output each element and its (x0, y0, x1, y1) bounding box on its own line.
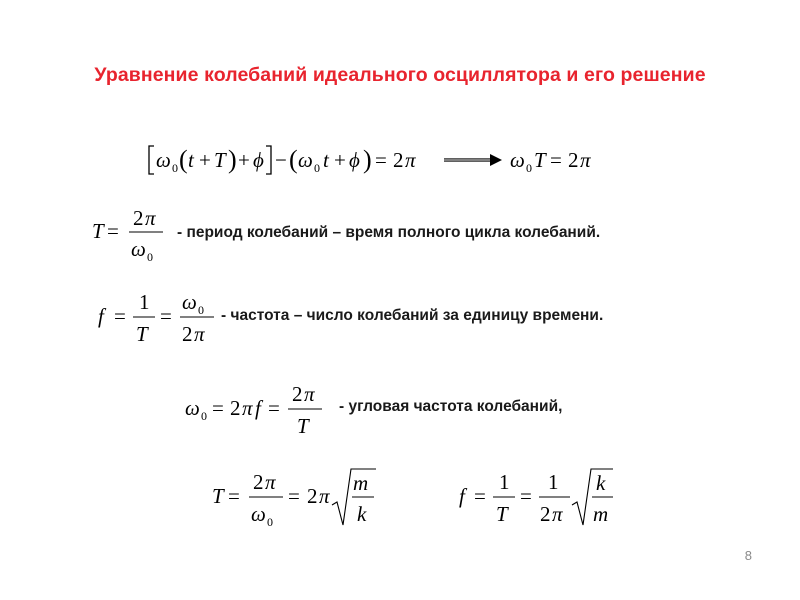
svg-text:π: π (552, 502, 563, 526)
svg-text:1: 1 (499, 470, 510, 494)
svg-text:): ) (228, 145, 237, 174)
svg-text:π: π (580, 148, 591, 172)
slide-title: Уравнение колебаний идеального осциллятора и его решение (94, 64, 706, 86)
svg-text:ϕ: ϕ (349, 148, 360, 172)
frequency-spring-formula (457, 463, 617, 533)
svg-text:ω: ω (185, 396, 200, 420)
svg-text:t: t (188, 148, 194, 172)
svg-text:π: π (242, 396, 253, 420)
svg-text:(: ( (179, 145, 188, 174)
svg-text:T: T (297, 414, 309, 438)
svg-text:π: π (145, 206, 156, 230)
svg-text:=: = (114, 304, 126, 328)
svg-text:m: m (593, 502, 609, 526)
angular-frequency-description: - угловая частота колебаний, (339, 398, 563, 415)
angular-frequency-formula (183, 377, 333, 441)
period-formula (90, 200, 180, 264)
svg-text:ω: ω (251, 502, 266, 526)
svg-text:k: k (596, 471, 606, 495)
frequency-description: - частота – число колебаний за единицу времени. (221, 307, 604, 324)
svg-text:t: t (323, 148, 329, 172)
svg-text:2: 2 (540, 502, 551, 526)
svg-text:0: 0 (201, 409, 207, 423)
svg-text:=: = (474, 484, 486, 508)
svg-text:2: 2 (292, 382, 303, 406)
svg-text:π: π (304, 382, 315, 406)
svg-text:0: 0 (172, 161, 178, 175)
svg-text:m: m (353, 471, 369, 495)
svg-text:ω: ω (131, 237, 146, 261)
svg-text:0: 0 (147, 250, 153, 264)
svg-text:2: 2 (568, 148, 579, 172)
svg-text:2: 2 (393, 148, 404, 172)
phase-equation-formula (146, 140, 616, 180)
svg-text:π: π (319, 484, 330, 508)
svg-text:T: T (136, 322, 148, 346)
svg-text:=: = (288, 484, 300, 508)
svg-text:+: + (199, 148, 211, 172)
svg-text:(: ( (289, 145, 298, 174)
svg-text:=: = (375, 148, 387, 172)
svg-text:T: T (496, 502, 508, 526)
svg-text:T: T (534, 148, 546, 172)
svg-text:1: 1 (139, 290, 150, 314)
page-number: 8 (744, 548, 752, 563)
svg-text:π: π (265, 470, 276, 494)
svg-text:T: T (92, 219, 104, 243)
svg-text:ω: ω (298, 148, 313, 172)
svg-text:ω: ω (156, 148, 171, 172)
svg-text:k: k (357, 502, 367, 526)
svg-text:0: 0 (526, 161, 532, 175)
svg-text:=: = (228, 484, 240, 508)
svg-text:π: π (405, 148, 416, 172)
svg-text:=: = (160, 304, 172, 328)
svg-text:2: 2 (230, 396, 241, 420)
frequency-formula (96, 285, 220, 349)
svg-text:2: 2 (133, 206, 144, 230)
svg-text:=: = (520, 484, 532, 508)
svg-text:ω: ω (510, 148, 525, 172)
svg-text:π: π (194, 322, 205, 346)
svg-text:T: T (214, 148, 226, 172)
svg-text:2: 2 (307, 484, 318, 508)
svg-text:2: 2 (253, 470, 264, 494)
svg-text:): ) (363, 145, 372, 174)
svg-text:1: 1 (548, 470, 559, 494)
svg-text:=: = (107, 219, 119, 243)
svg-text:0: 0 (267, 515, 273, 529)
svg-text:f: f (255, 396, 261, 420)
svg-text:0: 0 (314, 161, 320, 175)
svg-text:f: f (459, 484, 465, 508)
svg-text:T: T (212, 484, 224, 508)
svg-text:2: 2 (182, 322, 193, 346)
svg-text:f: f (98, 304, 104, 328)
svg-text:0: 0 (198, 303, 204, 317)
svg-text:=: = (550, 148, 562, 172)
period-description: - период колебаний – время полного цикла колебаний. (177, 224, 601, 241)
period-spring-formula (210, 463, 380, 533)
svg-text:ϕ: ϕ (253, 148, 264, 172)
svg-text:+: + (334, 148, 346, 172)
svg-text:+: + (238, 148, 250, 172)
svg-text:=: = (212, 396, 224, 420)
svg-text:=: = (268, 396, 280, 420)
svg-text:−: − (275, 148, 287, 172)
svg-text:ω: ω (182, 290, 197, 314)
